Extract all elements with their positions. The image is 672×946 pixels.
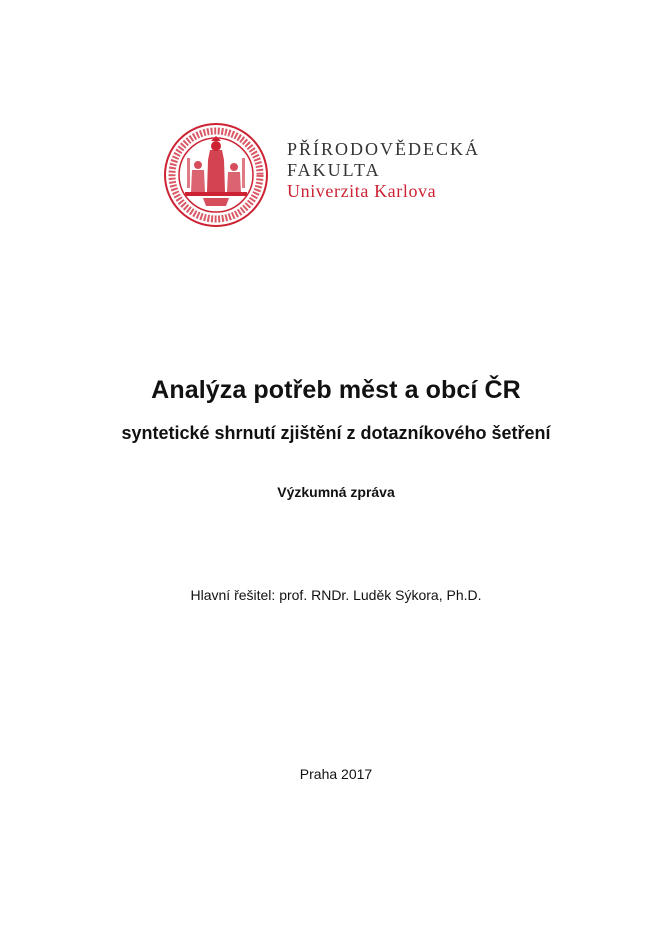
report-type: Výzkumná zpráva [277,484,395,500]
report-title: Analýza potřeb měst a obcí ČR [151,376,521,404]
faculty-line-2: FAKULTA [287,160,381,180]
report-subtitle: syntetické shrnutí zjištění z dotazníkového šetření [121,423,551,443]
place-and-year: Praha 2017 [299,766,373,782]
faculty-logo [163,122,543,227]
principal-investigator: Hlavní řešitel: prof. RNDr. Luděk Sýkora, Ph.D. [190,587,482,603]
university-name: Univerzita Karlova [287,181,437,201]
university-seal-icon [163,122,269,228]
faculty-line-1: PŘÍRODOVĚDECKÁ [287,139,481,159]
faculty-name [287,140,480,200]
